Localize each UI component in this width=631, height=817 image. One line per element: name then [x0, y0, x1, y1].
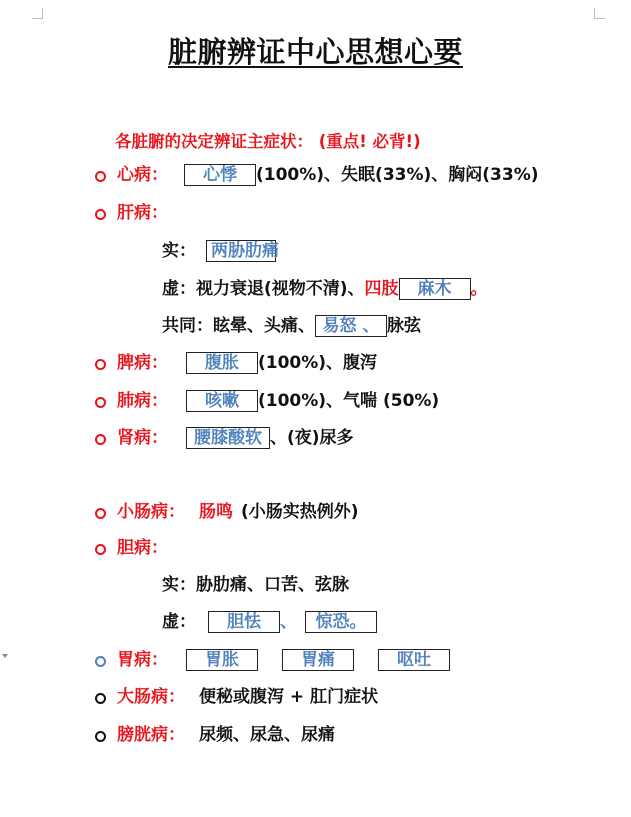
liver-shi-key-symptom: 两胁肋痛 — [206, 240, 276, 262]
spleen-rest: (100%)、腹泻 — [258, 353, 378, 373]
gallbladder-shi-label: 实： — [162, 575, 196, 595]
liver-shi-row — [162, 240, 279, 262]
bullet-circle-icon — [95, 731, 106, 742]
subtitle: 各脏腑的决定辨证主症状： (重点! 必背!) — [115, 132, 421, 151]
stomach-key-symptom-1: 胃胀 — [186, 649, 258, 671]
bullet-circle-icon — [95, 209, 106, 220]
large-intestine-label: 大肠病： — [117, 687, 185, 707]
liver-xu-text: 视力衰退(视物不清)、 — [196, 279, 365, 299]
bullet-circle-icon — [95, 359, 106, 370]
small-intestine-label: 小肠病： — [117, 502, 185, 522]
stomach-label: 胃病： — [117, 650, 168, 670]
heart-rest: (100%)、失眠(33%)、胸闷(33%) — [256, 165, 539, 185]
bullet-circle-icon — [95, 434, 106, 445]
spleen-row — [117, 352, 377, 374]
gallbladder-xu-separator: 、 — [280, 612, 297, 632]
small-intestine-key-symptom: 肠鸣 — [199, 502, 233, 522]
gallbladder-shi-row — [162, 574, 349, 596]
small-intestine-rest: (小肠实热例外) — [241, 502, 359, 522]
lung-label: 肺病： — [117, 391, 168, 411]
liver-label: 肝病： — [117, 203, 168, 223]
margin-marker-icon — [2, 654, 8, 658]
gallbladder-xu-label: 虚： — [162, 612, 196, 632]
liver-xu-label: 虚： — [162, 279, 196, 299]
kidney-row — [117, 427, 354, 449]
bullet-circle-icon — [95, 508, 106, 519]
kidney-label: 肾病： — [117, 428, 168, 448]
gallbladder-shi-text: 胁肋痛、口苦、弦脉 — [196, 575, 349, 595]
stomach-row — [117, 649, 450, 671]
gallbladder-xu-row — [162, 611, 377, 633]
kidney-key-symptom: 腰膝酸软 — [186, 427, 270, 449]
liver-xu-key-symptom: 麻木 — [399, 278, 471, 300]
bladder-row — [117, 724, 335, 746]
liver-xu-red: 四肢 — [364, 279, 399, 299]
crop-mark-top-right — [594, 8, 605, 19]
lung-row — [117, 390, 439, 412]
liver-common-key-symptom: 易怒 、 — [315, 315, 387, 337]
spleen-key-symptom: 腹胀 — [186, 352, 258, 374]
bullet-circle-icon — [95, 693, 106, 704]
heart-key-symptom: 心悸 — [184, 164, 256, 186]
bullet-circle-icon — [95, 171, 106, 182]
lung-rest: (100%)、气喘 (50%) — [258, 391, 440, 411]
large-intestine-text: 便秘或腹泻 + 肛门症状 — [199, 687, 379, 707]
small-intestine-row — [117, 501, 359, 523]
gallbladder-xu-key-symptom-2: 惊恐。 — [305, 611, 377, 633]
heart-label: 心病： — [117, 165, 168, 185]
bullet-circle-icon — [95, 656, 106, 667]
crop-mark-top-left — [32, 8, 43, 19]
large-intestine-row — [117, 686, 378, 708]
liver-common-text: 眩晕、头痛、 — [213, 316, 315, 336]
liver-xu-end: 。 — [470, 279, 488, 299]
kidney-rest: 、(夜)尿多 — [270, 428, 354, 448]
liver-xu-row — [162, 278, 488, 300]
stomach-key-symptom-2: 胃痛 — [282, 649, 354, 671]
liver-shi-label: 实： — [162, 241, 196, 261]
gallbladder-label: 胆病： — [117, 538, 168, 558]
bladder-label: 膀胱病： — [117, 725, 185, 745]
bullet-circle-icon — [95, 544, 106, 555]
page-title: 脏腑辨证中心思想心要 — [167, 35, 463, 69]
liver-common-rest: 脉弦 — [387, 316, 421, 336]
heart-row — [117, 164, 539, 186]
lung-key-symptom: 咳嗽 — [186, 390, 258, 412]
liver-common-row — [162, 315, 421, 337]
gallbladder-xu-key-symptom-1: 胆怯 — [208, 611, 280, 633]
stomach-key-symptom-3: 呕吐 — [378, 649, 450, 671]
bullet-circle-icon — [95, 397, 106, 408]
bladder-text: 尿频、尿急、尿痛 — [199, 725, 335, 745]
spleen-label: 脾病： — [117, 353, 168, 373]
liver-common-label: 共同： — [162, 316, 213, 336]
